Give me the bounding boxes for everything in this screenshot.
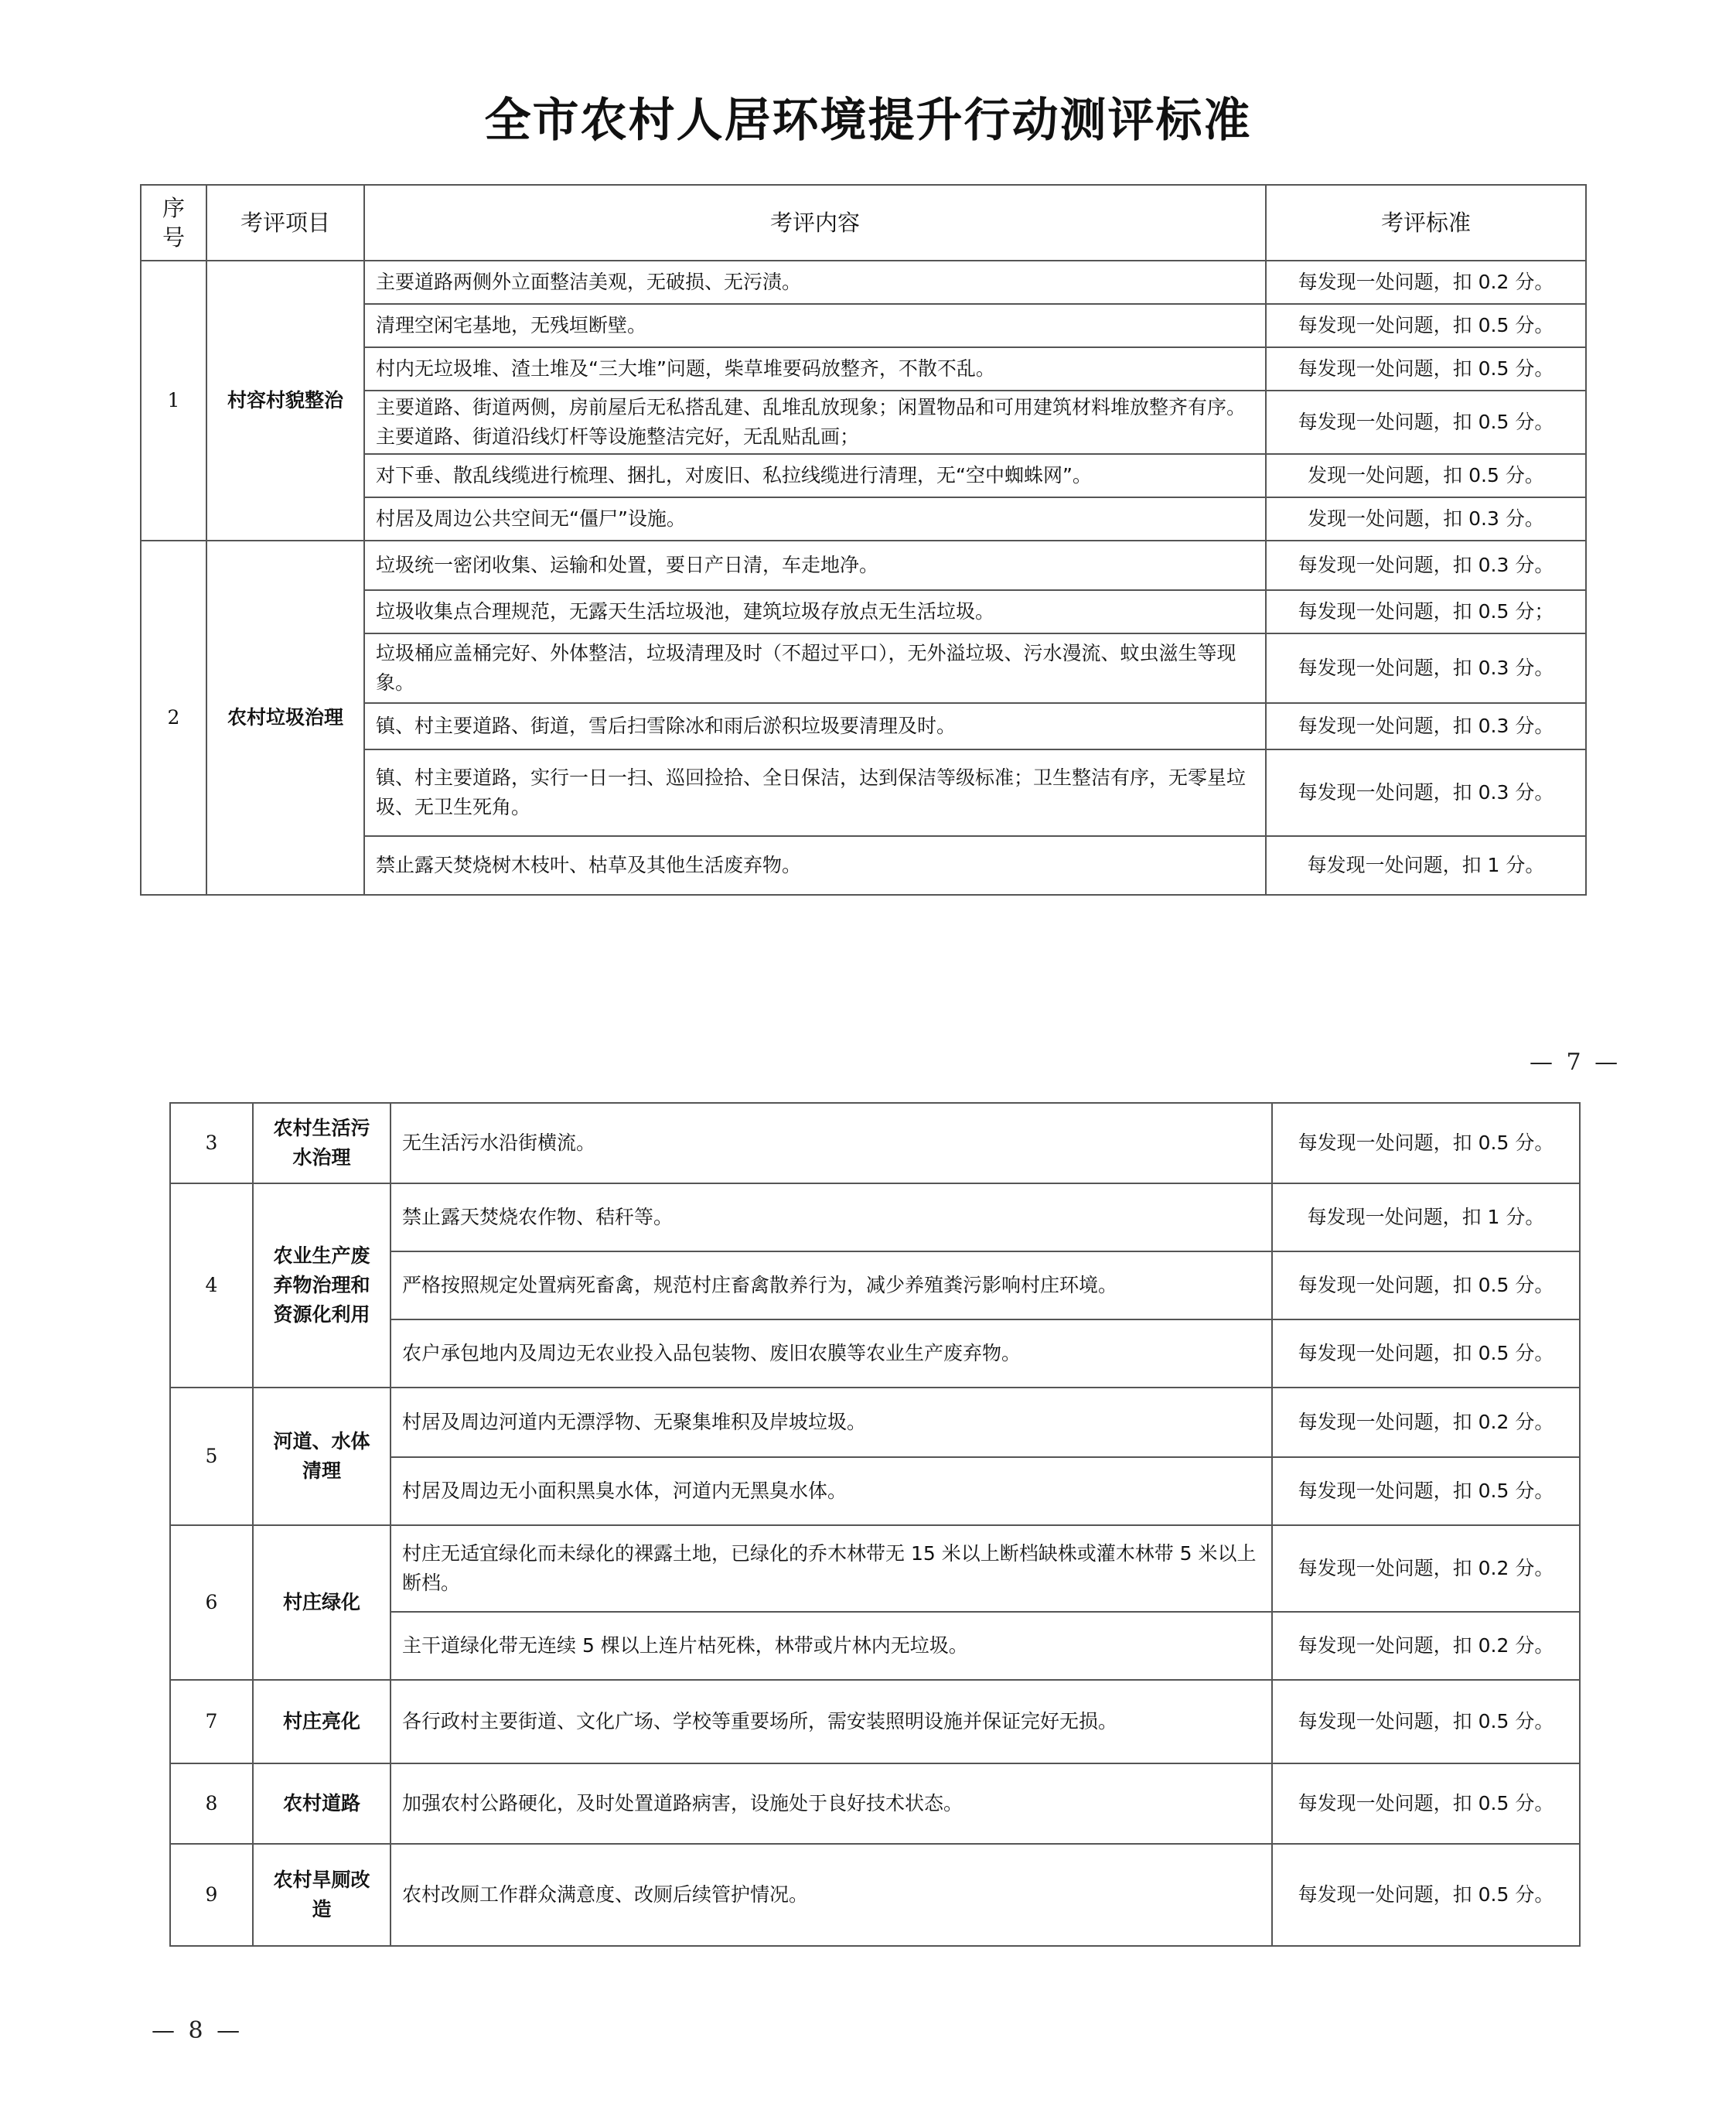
criteria-content: 无生活污水沿街横流。 <box>391 1103 1272 1183</box>
criteria-content: 垃圾桶应盖桶完好、外体整洁，垃圾清理及时（不超过平口），无外溢垃圾、污水漫流、蚊虫滋生等现象。 <box>364 633 1266 703</box>
criteria-content: 清理空闲宅基地，无残垣断壁。 <box>364 304 1266 347</box>
criteria-table-upper <box>140 184 1587 896</box>
page-number-8: — 8 — <box>152 2017 244 2044</box>
criteria-content: 镇、村主要道路、街道，雪后扫雪除冰和雨后淤积垃圾要清理及时。 <box>364 703 1266 749</box>
section-number: 3 <box>170 1103 253 1183</box>
criteria-content: 各行政村主要街道、文化广场、学校等重要场所，需安装照明设施并保证完好无损。 <box>391 1680 1272 1763</box>
criteria-standard: 每发现一处问题，扣 0.3 分。 <box>1266 749 1586 836</box>
section-number: 5 <box>170 1388 253 1525</box>
criteria-standard: 每发现一处问题，扣 0.5 分。 <box>1272 1844 1580 1946</box>
criteria-standard: 每发现一处问题，扣 0.5 分。 <box>1272 1319 1580 1388</box>
page-number-7: — 7 — <box>1530 1049 1622 1076</box>
criteria-content: 垃圾收集点合理规范，无露天生活垃圾池，建筑垃圾存放点无生活垃圾。 <box>364 590 1266 633</box>
criteria-content: 镇、村主要道路，实行一日一扫、巡回捡拾、全日保洁，达到保洁等级标准；卫生整洁有序，无零星垃圾、无卫生死角。 <box>364 749 1266 836</box>
section-number: 4 <box>170 1183 253 1388</box>
criteria-standard: 每发现一处问题，扣 0.5 分。 <box>1272 1103 1580 1183</box>
section-number: 8 <box>170 1763 253 1844</box>
section-item: 村容村貌整治 <box>206 261 364 541</box>
criteria-standard: 每发现一处问题，扣 0.3 分。 <box>1266 541 1586 590</box>
section-item: 农村旱厕改造 <box>253 1844 391 1946</box>
criteria-standard: 每发现一处问题，扣 0.5 分。 <box>1266 304 1586 347</box>
criteria-content: 村居及周边无小面积黑臭水体，河道内无黑臭水体。 <box>391 1457 1272 1525</box>
header-standard: 考评标准 <box>1266 185 1586 261</box>
criteria-standard: 每发现一处问题，扣 0.3 分。 <box>1266 633 1586 703</box>
section-item: 农业生产废弃物治理和资源化利用 <box>253 1183 391 1388</box>
section-number: 2 <box>141 541 206 895</box>
table-row <box>170 1763 1580 1844</box>
section-item: 村庄绿化 <box>253 1525 391 1680</box>
criteria-standard: 每发现一处问题，扣 0.2 分。 <box>1272 1525 1580 1612</box>
criteria-standard: 每发现一处问题，扣 0.3 分。 <box>1266 703 1586 749</box>
criteria-standard: 每发现一处问题，扣 1 分。 <box>1266 836 1586 895</box>
criteria-content: 村居及周边公共空间无“僵尸”设施。 <box>364 497 1266 541</box>
criteria-content: 农户承包地内及周边无农业投入品包装物、废旧农膜等农业生产废弃物。 <box>391 1319 1272 1388</box>
criteria-content: 严格按照规定处置病死畜禽，规范村庄畜禽散养行为，减少养殖粪污影响村庄环境。 <box>391 1251 1272 1319</box>
section-item: 农村生活污水治理 <box>253 1103 391 1183</box>
section-item: 村庄亮化 <box>253 1680 391 1763</box>
criteria-content: 主干道绿化带无连续 5 棵以上连片枯死株，林带或片林内无垃圾。 <box>391 1612 1272 1680</box>
criteria-content: 加强农村公路硬化，及时处置道路病害，设施处于良好技术状态。 <box>391 1763 1272 1844</box>
criteria-standard: 发现一处问题，扣 0.3 分。 <box>1266 497 1586 541</box>
criteria-content: 主要道路、街道两侧，房前屋后无私搭乱建、乱堆乱放现象；闲置物品和可用建筑材料堆放整齐有序。主要道路、街道沿线灯杆等设施整洁完好，无乱贴乱画； <box>364 391 1266 454</box>
table-row <box>141 541 1586 590</box>
header-no: 序号 <box>141 185 206 261</box>
table-row <box>170 1183 1580 1251</box>
table-row <box>141 261 1586 304</box>
criteria-standard: 每发现一处问题，扣 1 分。 <box>1272 1183 1580 1251</box>
criteria-standard: 发现一处问题，扣 0.5 分。 <box>1266 454 1586 497</box>
criteria-standard: 每发现一处问题，扣 0.5 分； <box>1266 590 1586 633</box>
criteria-standard: 每发现一处问题，扣 0.2 分。 <box>1266 261 1586 304</box>
header-item: 考评项目 <box>206 185 364 261</box>
criteria-content: 对下垂、散乱线缆进行梳理、捆扎，对废旧、私拉线缆进行清理，无“空中蜘蛛网”。 <box>364 454 1266 497</box>
criteria-standard: 每发现一处问题，扣 0.5 分。 <box>1272 1457 1580 1525</box>
criteria-content: 村居及周边河道内无漂浮物、无聚集堆积及岸坡垃圾。 <box>391 1388 1272 1457</box>
section-number: 7 <box>170 1680 253 1763</box>
criteria-standard: 每发现一处问题，扣 0.5 分。 <box>1266 347 1586 391</box>
criteria-standard: 每发现一处问题，扣 0.2 分。 <box>1272 1388 1580 1457</box>
table-row <box>170 1388 1580 1457</box>
criteria-standard: 每发现一处问题，扣 0.5 分。 <box>1272 1251 1580 1319</box>
criteria-content: 禁止露天焚烧树木枝叶、枯草及其他生活废弃物。 <box>364 836 1266 895</box>
criteria-standard: 每发现一处问题，扣 0.2 分。 <box>1272 1612 1580 1680</box>
section-number: 1 <box>141 261 206 541</box>
section-number: 6 <box>170 1525 253 1680</box>
criteria-content: 垃圾统一密闭收集、运输和处置，要日产日清，车走地净。 <box>364 541 1266 590</box>
criteria-content: 禁止露天焚烧农作物、秸秆等。 <box>391 1183 1272 1251</box>
criteria-table-lower <box>169 1102 1581 1947</box>
table-row <box>170 1844 1580 1946</box>
section-item: 农村垃圾治理 <box>206 541 364 895</box>
criteria-content: 村内无垃圾堆、渣土堆及“三大堆”问题，柴草堆要码放整齐，不散不乱。 <box>364 347 1266 391</box>
section-item: 农村道路 <box>253 1763 391 1844</box>
table-row <box>170 1525 1580 1612</box>
section-item: 河道、水体清理 <box>253 1388 391 1525</box>
table-row <box>170 1103 1580 1183</box>
criteria-standard: 每发现一处问题，扣 0.5 分。 <box>1272 1680 1580 1763</box>
section-number: 9 <box>170 1844 253 1946</box>
criteria-standard: 每发现一处问题，扣 0.5 分。 <box>1266 391 1586 454</box>
criteria-content: 村庄无适宜绿化而未绿化的裸露土地，已绿化的乔木林带无 15 米以上断档缺株或灌木林带 5 米以上断档。 <box>391 1525 1272 1612</box>
criteria-standard: 每发现一处问题，扣 0.5 分。 <box>1272 1763 1580 1844</box>
header-content: 考评内容 <box>364 185 1266 261</box>
table-row <box>170 1680 1580 1763</box>
criteria-content: 主要道路两侧外立面整洁美观，无破损、无污渍。 <box>364 261 1266 304</box>
page-title: 全市农村人居环境提升行动测评标准 <box>484 94 1252 148</box>
criteria-content: 农村改厕工作群众满意度、改厕后续管护情况。 <box>391 1844 1272 1946</box>
